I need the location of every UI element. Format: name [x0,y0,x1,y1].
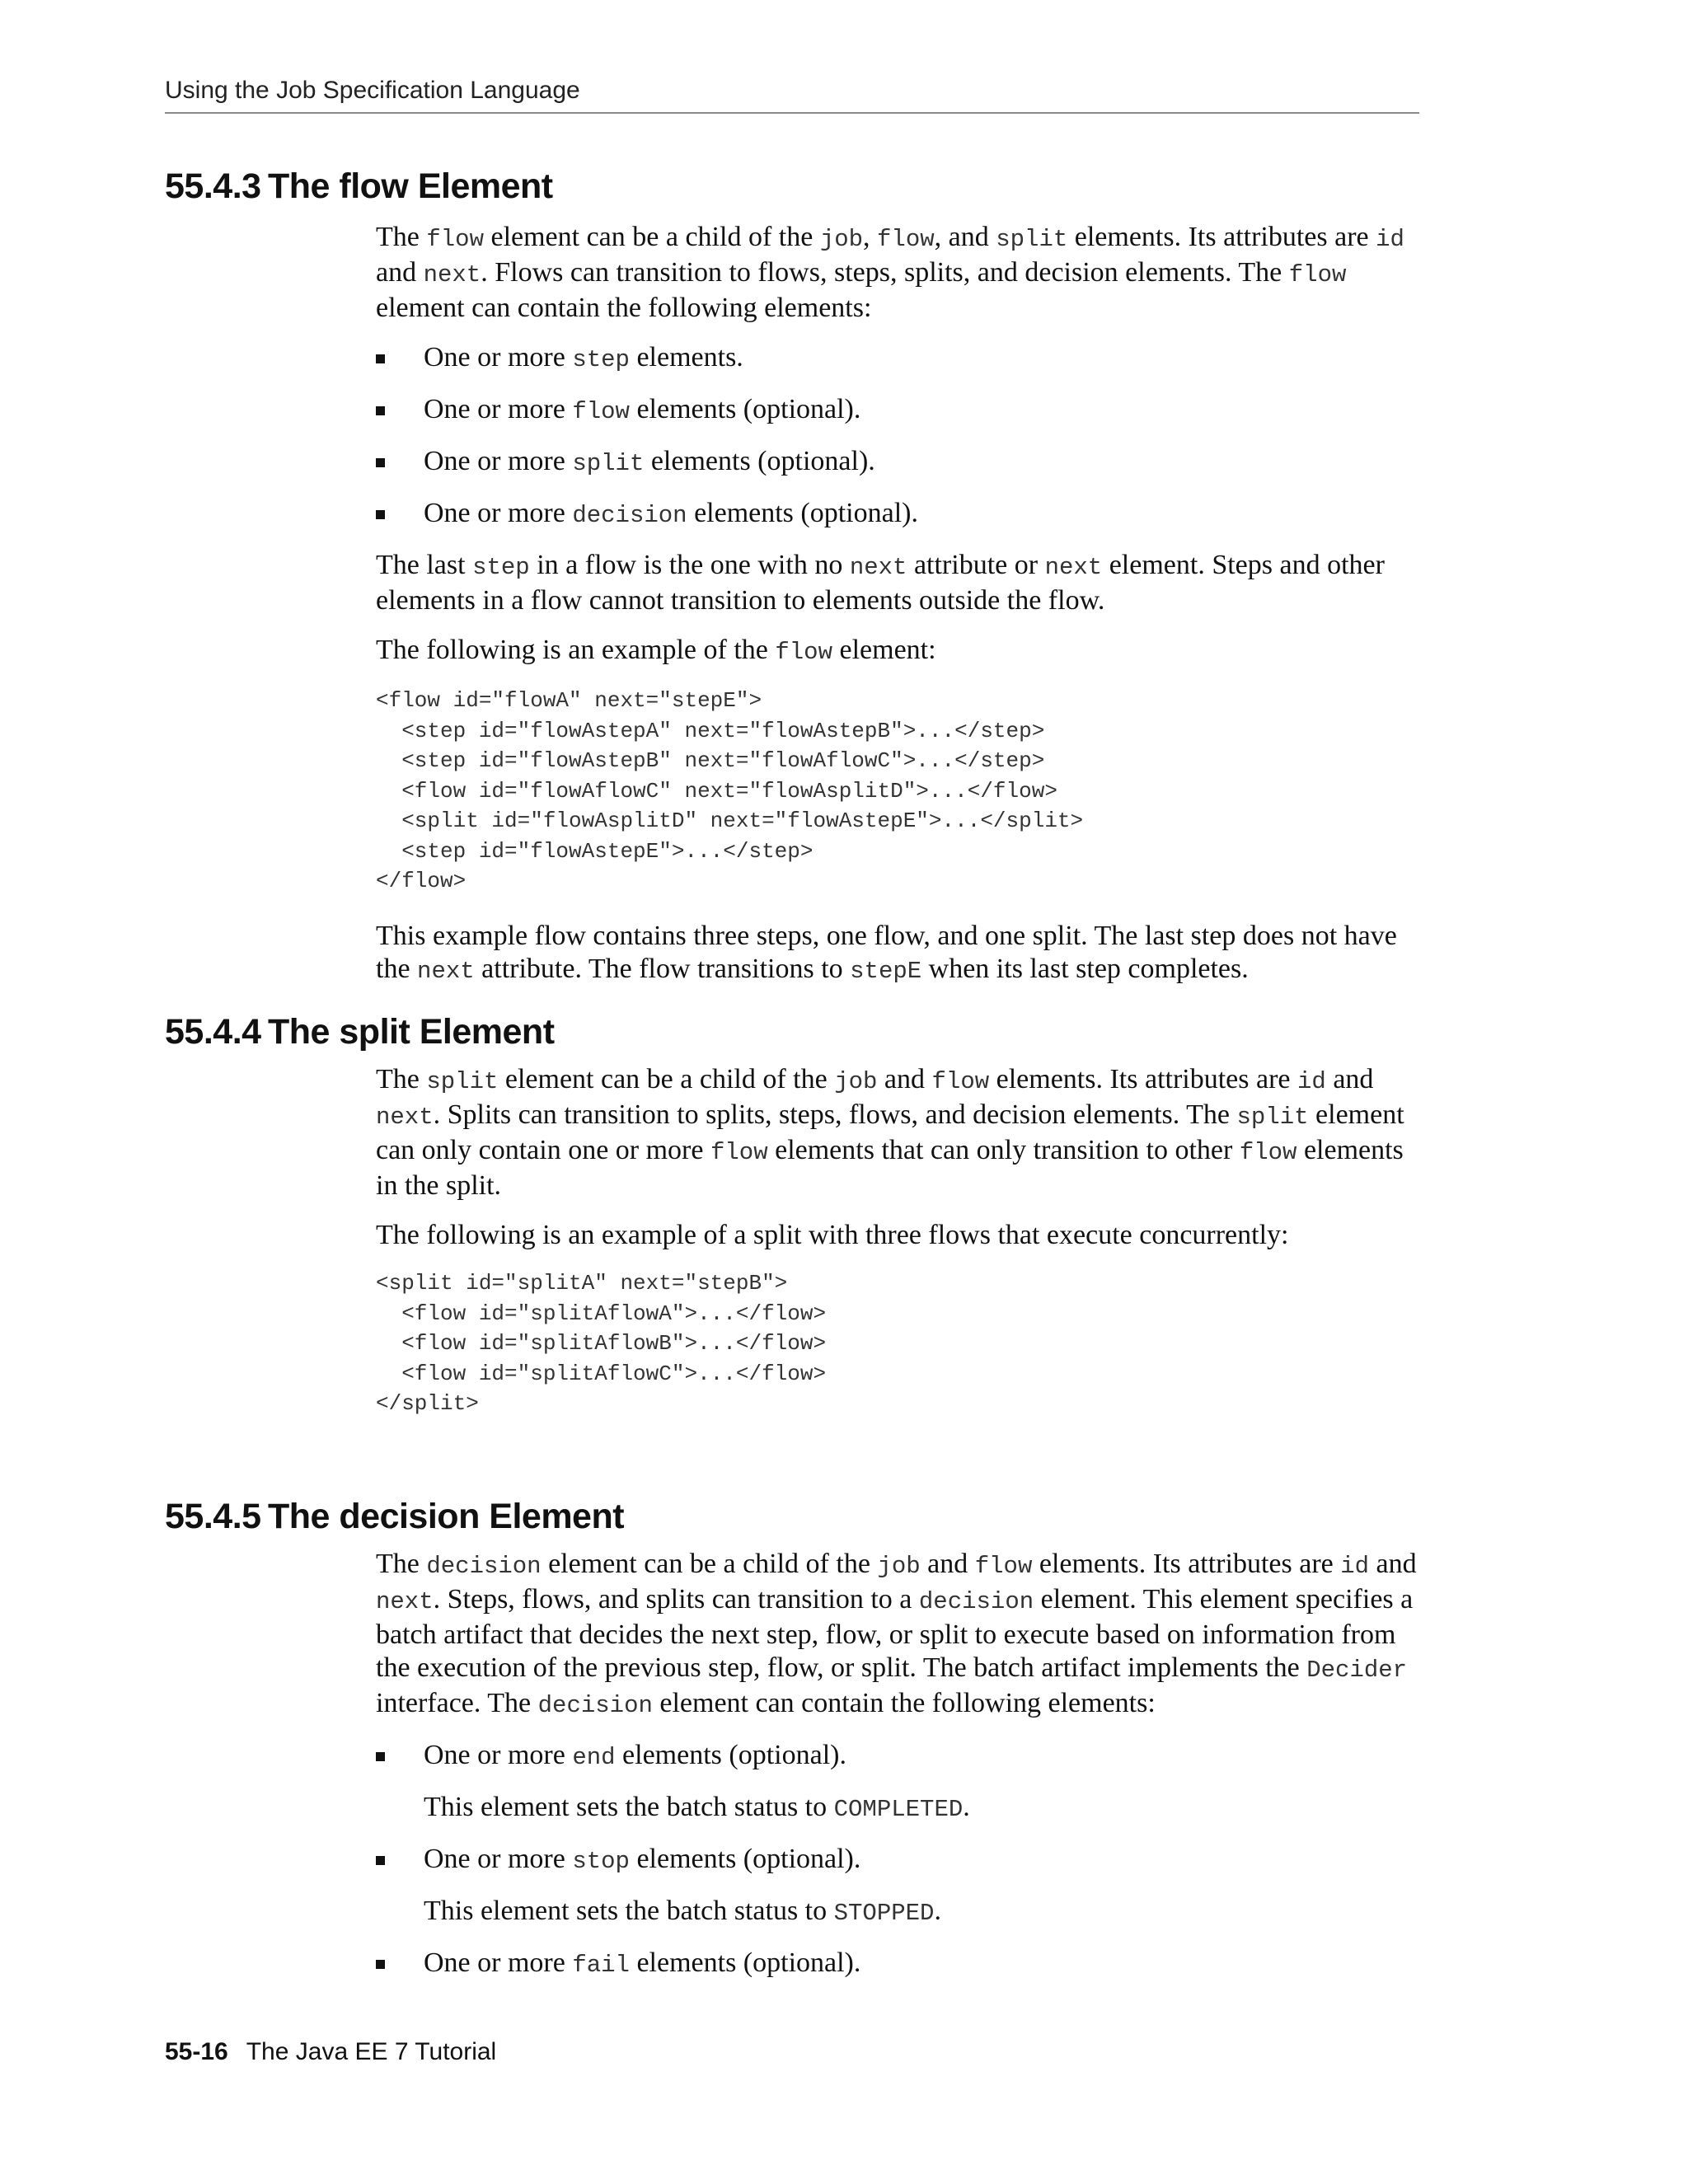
decision-section-body [376,1548,1419,1999]
code-example-split: <split id="splitA" next="stepB"> <flow id="splitAflowA">...</flow> <flow id="splitAflowB">...</flow> <flow id="splitAflowC">...</flow> </split> [376,1271,827,1416]
section-heading-split [165,1010,555,1053]
page-number: 55-16 [165,2038,228,2065]
list-item: One or more flow elements (optional). [376,393,1419,429]
paragraph: The decision element can be a child of the job and flow elements. Its attributes are id and next. Steps, flows, and splits can transition to a decision element. This element specifies a batch artifact that decides the next step, flow, or split to execute based on information from the execution of the previous step, flow, or split. The batch artifact implements the Decider interface. The decision element can contain the following elements: [376,1549,1417,1719]
bullet-list [376,1843,1419,1878]
paragraph: The split element can be a child of the job and flow elements. Its attributes are id and next. Splits can transition to splits, steps, flows, and decision elements. The split element can only contain one or more flow elements that can only transition to other flow elements in the split. [376,1064,1404,1201]
split-section-body [376,1063,1419,1436]
paragraph: This example flow contains three steps, one flow, and one split. The last step does not have the next attribute. The flow transitions to stepE when its last step completes. [376,920,1397,985]
list-item: One or more end elements (optional). [376,1739,1419,1774]
section-number: 55.4.4 [165,1012,261,1052]
bullet-list [376,1947,1419,1982]
list-item: One or more step elements. [376,341,1419,377]
section-title: The split Element [268,1012,555,1052]
section-title: The flow Element [268,166,553,206]
list-item: One or more fail elements (optional). [376,1947,1419,1982]
section-number: 55.4.5 [165,1497,261,1536]
running-header: Using the Job Specification Language [165,74,1419,114]
section-title: The decision Element [268,1497,625,1536]
list-item-detail: This element sets the batch status to COMPLETED. [424,1792,970,1823]
list-item: One or more split elements (optional). [376,445,1419,480]
flow-section-body [376,221,1419,1005]
paragraph: The following is an example of the flow element: [376,635,936,666]
book-title: The Java EE 7 Tutorial [246,2038,497,2065]
list-item: One or more stop elements (optional). [376,1843,1419,1878]
list-item: One or more decision elements (optional). [376,497,1419,532]
section-number: 55.4.3 [165,166,261,206]
page-footer [165,2036,496,2069]
code-example-flow: <flow id="flowA" next="stepE"> <step id="flowAstepA" next="flowAstepB">...</step> <step id="flowAstepB" next="flowAflowC">...</step> <flow id="flowAflowC" next="flowAsplitD">...</flow> <split id="flowAsplitD" next="flowAstepE">...</split> <step id="flowAstepE">...</step> </flow> [376,688,1084,893]
bullet-list [376,1739,1419,1774]
paragraph: The flow element can be a child of the job, flow, and split elements. Its attributes are id and next. Flows can transition to flows, steps, splits, and decision elements. The flow element can contain the following elements: [376,222,1404,323]
bullet-list [376,341,1419,532]
paragraph: The following is an example of a split with three flows that execute concurrently: [376,1220,1289,1250]
section-heading-flow [165,165,553,208]
section-heading-decision [165,1495,624,1538]
paragraph: The last step in a flow is the one with no next attribute or next element. Steps and other elements in a flow cannot transition to elements outside the flow. [376,550,1385,616]
list-item-detail: This element sets the batch status to STOPPED. [424,1896,941,1927]
